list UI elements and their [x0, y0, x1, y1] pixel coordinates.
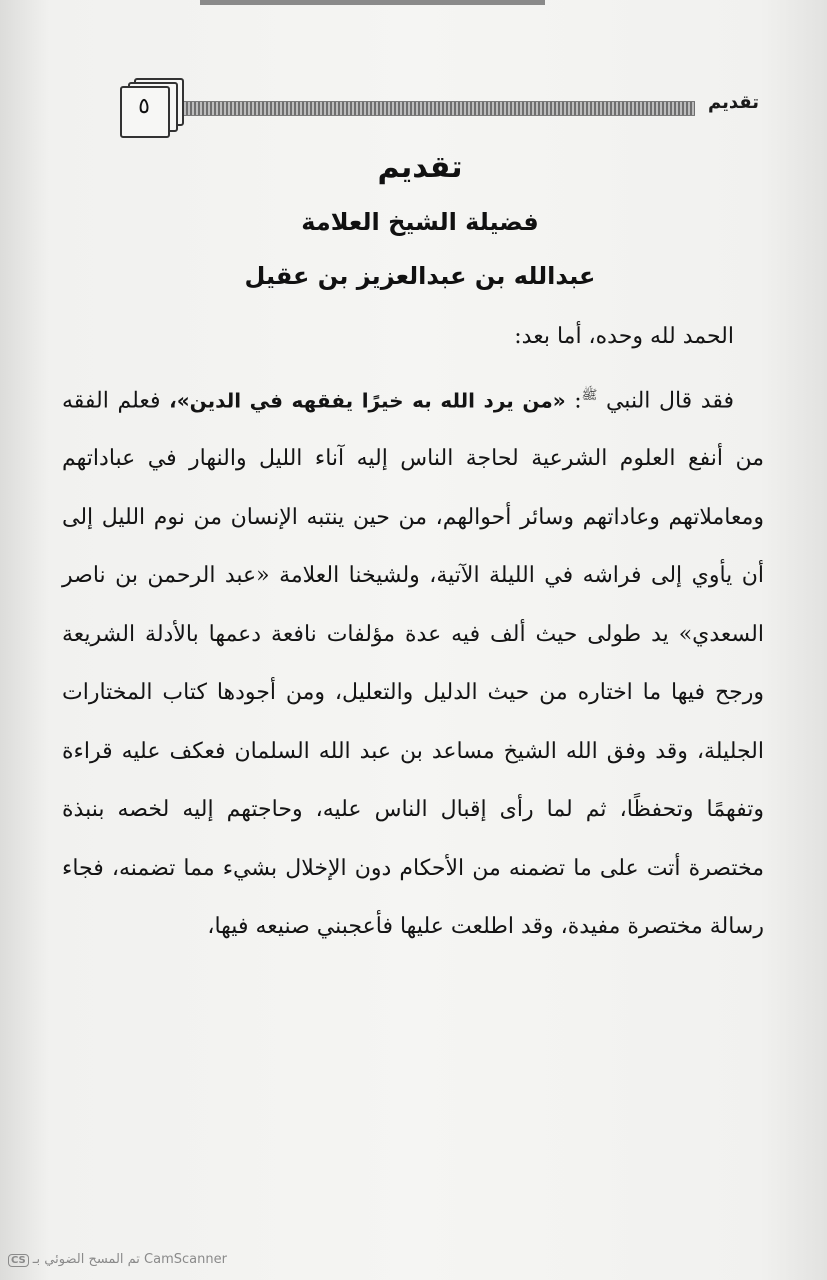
subtitle-honorific: فضيلة الشيخ العلامة [301, 208, 539, 236]
subtitle-author-name: عبدالله بن عبدالعزيز بن عقيل [244, 262, 596, 290]
scanner-watermark [8, 1252, 227, 1267]
page-number: ٥ [138, 94, 150, 119]
paragraph-rest: فعلم الفقه من أنفع العلوم الشرعية لحاجة الناس إليه آناء الليل والنهار في عباداتهم ومعاملاتهم وعاداتهم وسائر أحوالهم، من حين ينتبه الإنسان من نوم الليل إلى أن يأوي إلى فراشه في الليلة الآتية، ولشيخنا العلامة «عبد الرحمن بن ناصر السعدي» يد طولى حيث ألف فيه عدة مؤلفات نافعة دعمها بالأدلة الشريعة ورجح فيها ما اختاره من حيث الدليل والتعليل، ومن أجودها كتاب المختارات الجليلة، وقد وفق الله الشيخ مساعد بن عبد الله السلمان فعكف عليه قراءة وتفهمًا وتحفظًا، ثم لما رأى إقبال الناس عليه، وحاجتهم إليه لخصه بنبذة مختصرة أتت على ما تضمنه من الأحكام دون الإخلال بشيء مما تضمنه، فجاء رسالة مختصرة مفيدة، وقد اطلعت عليها فأعجبني صنيعه فيها، [62, 387, 764, 940]
body-text [62, 308, 764, 957]
page-title: تقديم [377, 150, 463, 185]
scanner-watermark-text: تم المسح الضوئي بـ CamScanner [32, 1252, 227, 1267]
opening-line: الحمد لله وحده، أما بعد: [514, 324, 734, 349]
header-decorative-bar [182, 101, 695, 116]
main-paragraph: فقد قال النبي $^ﷺ$: «من يرد الله به خيرًا يفقهه في الدين»، فعلم الفقه من أنفع العلوم الشرعية لحاجة الناس إليه آناء الليل والنهار في عباداتهم ومعاملاتهم وعاداتهم وسائر أحوالهم، من حين ينتبه الإنسان من نوم الليل إلى أن يأوي إلى فراشه في الليلة الآتية، ولشيخنا العلامة «عبد الرحمن بن ناصر السعدي» يد طولى حيث ألف فيه عدة مؤلفات نافعة دعمها بالأدلة الشريعة ورجح فيها ما اختاره من حيث الدليل والتعليل، ومن أجودها كتاب المختارات الجليلة، وقد وفق الله الشيخ مساعد بن عبد الله السلمان فعكف عليه قراءة وتفهمًا وتحفظًا، ثم لما رأى إقبال الناس عليه، وحاجتهم إليه لخصه بنبذة مختصرة أتت على ما تضمنه من الأحكام دون الإخلال بشيء مما تضمنه، فجاء رسالة مختصرة مفيدة، وقد اطلعت عليها فأعجبني صنيعه فيها، [62, 387, 764, 940]
camscanner-logo-icon: CS [8, 1254, 29, 1267]
scan-edge-strip [200, 0, 545, 5]
hadith-quote: «من يرد الله به خيرًا يفقهه في الدين»، [169, 387, 566, 412]
paragraph-start: فقد قال النبي [605, 387, 734, 413]
running-title: تقديم [708, 92, 759, 113]
salutation-mark: ﷺ [581, 387, 598, 403]
page-number-badge [120, 78, 182, 136]
